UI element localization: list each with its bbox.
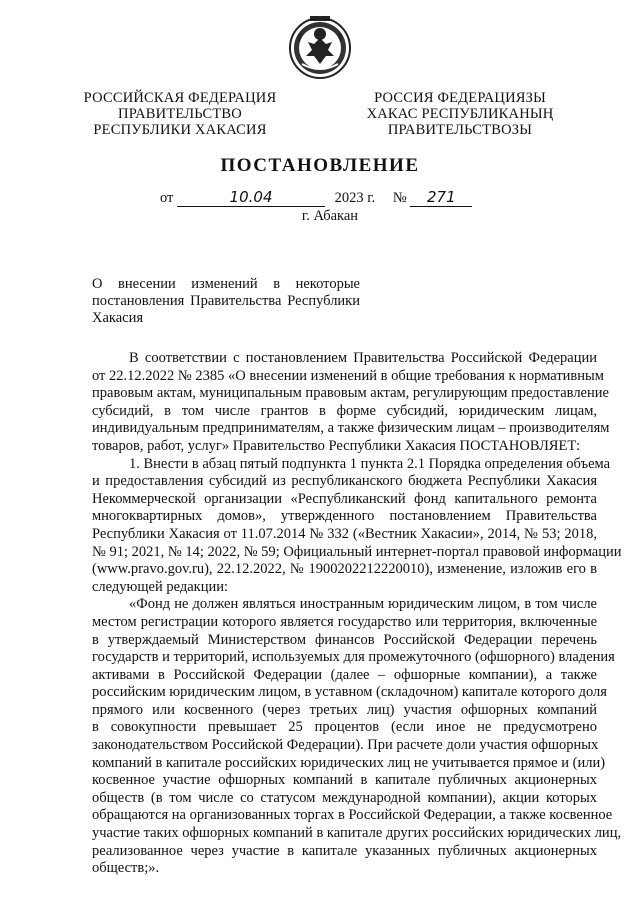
city-label: г. Абакан (301, 208, 359, 224)
number-label: № (392, 190, 407, 206)
body-line: активами в Российской Федерации (далее – офшорные компании), а также (92, 666, 597, 683)
header-right-line: ПРАВИТЕЛЬСТВОЗЫ (387, 122, 533, 138)
body-line: «Фонд не должен являться иностранным юридическим лицом, в том числе (129, 596, 597, 613)
body-line: № 91; 2021, № 14; 2022, № 59; Официальный интернет-портал правовой информации (92, 543, 622, 560)
date-prefix: от (160, 190, 174, 206)
date-number-line (160, 188, 472, 207)
body-line: многоквартирных домов», утвержденного постановлением Правительства (92, 508, 597, 525)
body-line: от 22.12.2022 № 2385 «О внесении изменений в общие требования к нормативным (92, 367, 604, 384)
number-field: 271 (410, 188, 472, 207)
body-line: участие таких офшорных компаний в капитале других российских юридических лиц, (92, 825, 622, 842)
body-line: местом регистрации которого является государство или территория, включенные (92, 613, 597, 630)
header-right-line: РОССИЯ ФЕДЕРАЦИЯЗЫ (374, 90, 546, 106)
header-left-block (70, 90, 290, 138)
body-line: (www.pravo.gov.ru), 22.12.2022, № 1900202212220010), изменение, изложив его в (92, 561, 597, 578)
body-line: обращаются на организованных торгах в Российской Федерации, а также косвенное (92, 807, 613, 824)
subject-block (92, 276, 360, 327)
document-title: ПОСТАНОВЛЕНИЕ (220, 155, 420, 176)
body-line: Некоммерческой организации «Республиканский фонд капитального ремонта (92, 490, 597, 507)
header-left-line: РЕСПУБЛИКИ ХАКАСИЯ (93, 122, 267, 138)
body-line: следующей редакции: (92, 578, 229, 595)
body-line: обществ (в том числе со статусом международной компании), акции которых (92, 789, 597, 806)
header-left-line: ПРАВИТЕЛЬСТВО (118, 106, 242, 122)
subject-line: постановления Правительства Республики (92, 293, 360, 309)
body-line: в утверждаемый Министерством финансов Российской Федерации перечень (92, 631, 597, 648)
subject-line: О внесении изменений в некоторые (92, 276, 360, 292)
header-right-block (350, 90, 570, 138)
body-line: и предоставления субсидий из республиканского бюджета Республики Хакасия (92, 473, 597, 490)
body-line: правовым актам, муниципальным правовым актам, регулирующим предоставление (92, 385, 609, 402)
body-line: законодательством Российской Федерации). При расчете доли участия офшорных (92, 737, 599, 754)
date-field: 10.04 (177, 188, 325, 207)
body-line: косвенное участие офшорных компаний в капитале публичных акционерных (92, 772, 597, 789)
document-body (92, 350, 622, 878)
body-line: российским юридическим лицом, в уставном (складочном) капитале которого доля (92, 684, 607, 701)
body-line: 1. Внести в абзац пятый подпункта 1 пункта 2.1 Порядка определения объема (129, 455, 611, 472)
header-right-line: ХАКАС РЕСПУБЛИКАНЫҢ (366, 106, 554, 122)
body-line: индивидуальным предпринимателям, а также физическим лицам – производителям (92, 420, 610, 437)
body-line: реализованное через участие в капитале указанных публичных акционерных (92, 842, 597, 859)
year-label: 2023 г. (334, 190, 376, 206)
body-line: субсидий, в том числе грантов в форме субсидий, юридическим лицам, (92, 402, 597, 419)
body-line: государств и территорий, используемых для промежуточного (офшорного) владения (92, 649, 615, 666)
body-line: компаний в капитале российских юридических лиц не учитывается прямое и (или) (92, 754, 606, 771)
body-line: в совокупности превышает 25 процентов (если иное не предусмотрено (92, 719, 597, 736)
body-line: обществ;». (92, 860, 160, 877)
body-line: товаров, работ, услуг» Правительство Республики Хакасия ПОСТАНОВЛЯЕТ: (92, 437, 581, 454)
header-left-line: РОССИЙСКАЯ ФЕДЕРАЦИЯ (83, 90, 277, 106)
body-line: В соответствии с постановлением Правительства Российской Федерации (129, 350, 597, 366)
khakassia-emblem-icon (288, 14, 352, 82)
subject-line: Хакасия (92, 310, 144, 326)
body-line: Республики Хакасия от 11.07.2014 № 332 («Вестник Хакасии», 2014, № 53; 2018, (92, 525, 597, 542)
body-line: прямого или косвенного (через третьих лиц) участия офшорных компаний (92, 701, 597, 718)
